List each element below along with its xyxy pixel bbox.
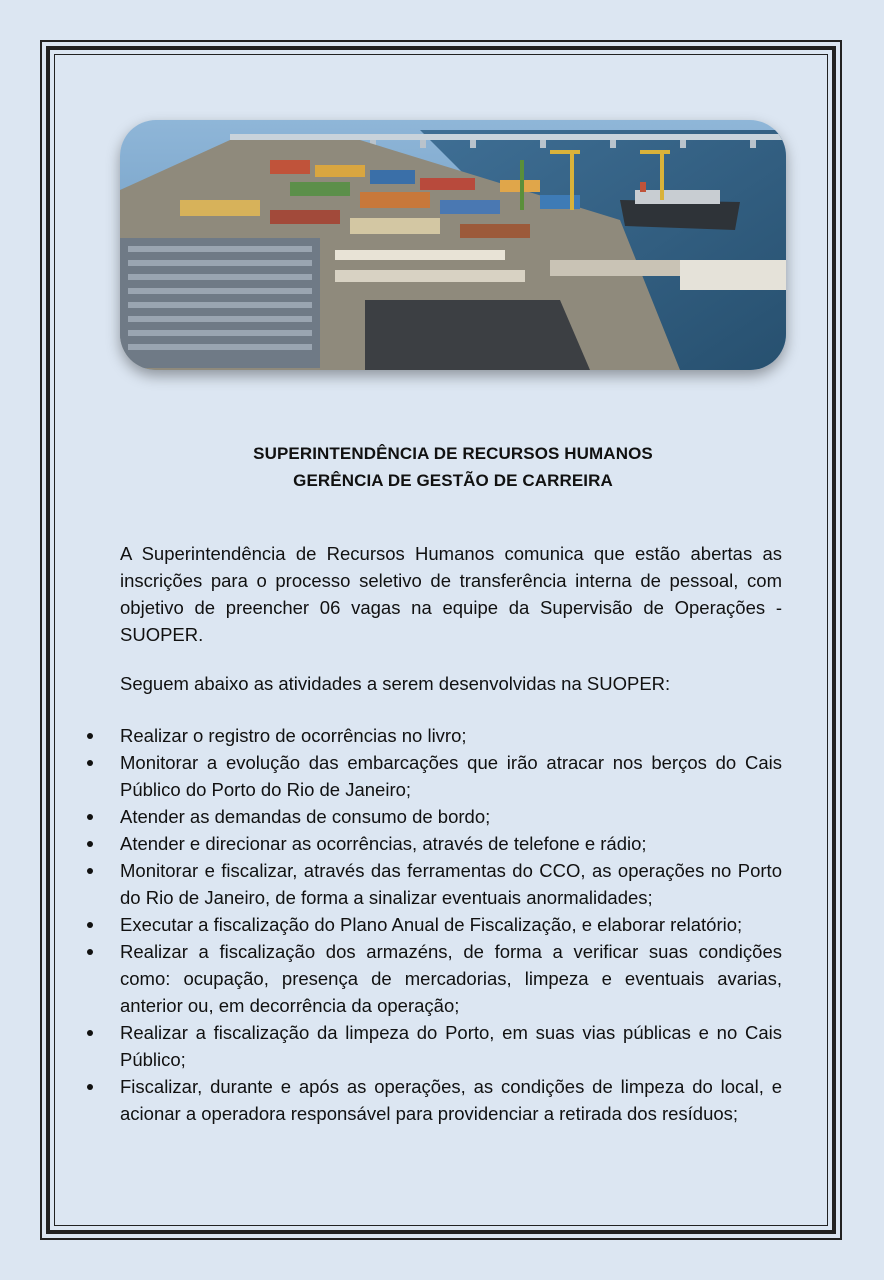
list-item (80, 938, 782, 1019)
list-item (80, 1019, 782, 1073)
bullet-icon (87, 949, 93, 955)
list-item (80, 803, 782, 830)
list-item (80, 830, 782, 857)
list-item (80, 1073, 782, 1127)
list-item-text: Fiscalizar, durante e após as operações, as condições de limpeza do local, e acionar a operadora responsável para providenciar a retirada dos resíduos; (120, 1076, 782, 1124)
list-item-text: Realizar a fiscalização da limpeza do Porto, em suas vias públicas e no Cais Público; (120, 1022, 782, 1070)
port-aerial-image (120, 120, 786, 370)
port-photo (120, 120, 786, 370)
activities-intro: Seguem abaixo as atividades a serem desenvolvidas na SUOPER: (120, 673, 671, 694)
list-item-text: Realizar o registro de ocorrências no livro; (120, 725, 467, 746)
list-item (80, 722, 782, 749)
list-item (80, 749, 782, 803)
list-item (80, 857, 782, 911)
list-item (80, 911, 782, 938)
list-item-text: Atender e direcionar as ocorrências, através de telefone e rádio; (120, 833, 647, 854)
bullet-icon (87, 814, 93, 820)
list-item-text: Executar a fiscalização do Plano Anual de Fiscalização, e elaborar relatório; (120, 914, 743, 935)
list-item-text: Atender as demandas de consumo de bordo; (120, 806, 491, 827)
bullet-icon (87, 1030, 93, 1036)
activities-list (80, 722, 782, 1127)
intro-paragraph: A Superintendência de Recursos Humanos comunica que estão abertas as inscrições para o processo seletivo de transferência interna de pessoal, com objetivo de preencher 06 vagas na equipe da Supervisão de Operações - SUOPER. (120, 543, 782, 645)
list-item-text: Monitorar e fiscalizar, através das ferramentas do CCO, as operações no Porto do Rio de Janeiro, de forma a sinalizar eventuais anormalidades; (120, 860, 782, 908)
superintendence-title: SUPERINTENDÊNCIA DE RECURSOS HUMANOS (253, 444, 653, 463)
bullet-icon (87, 841, 93, 847)
bullet-icon (87, 922, 93, 928)
bullet-icon (87, 760, 93, 766)
bullet-icon (87, 733, 93, 739)
list-item-text: Realizar a fiscalização dos armazéns, de forma a verificar suas condições como: ocupação, presença de mercadorias, limpeza e eventuais avarias, anterior ou, em decorrência da operação; (120, 941, 782, 1016)
management-subtitle: GERÊNCIA DE GESTÃO DE CARREIRA (293, 471, 613, 490)
bullet-icon (87, 1084, 93, 1090)
bullet-icon (87, 868, 93, 874)
list-item-text: Monitorar a evolução das embarcações que irão atracar nos berços do Cais Público do Porto do Rio de Janeiro; (120, 752, 782, 800)
